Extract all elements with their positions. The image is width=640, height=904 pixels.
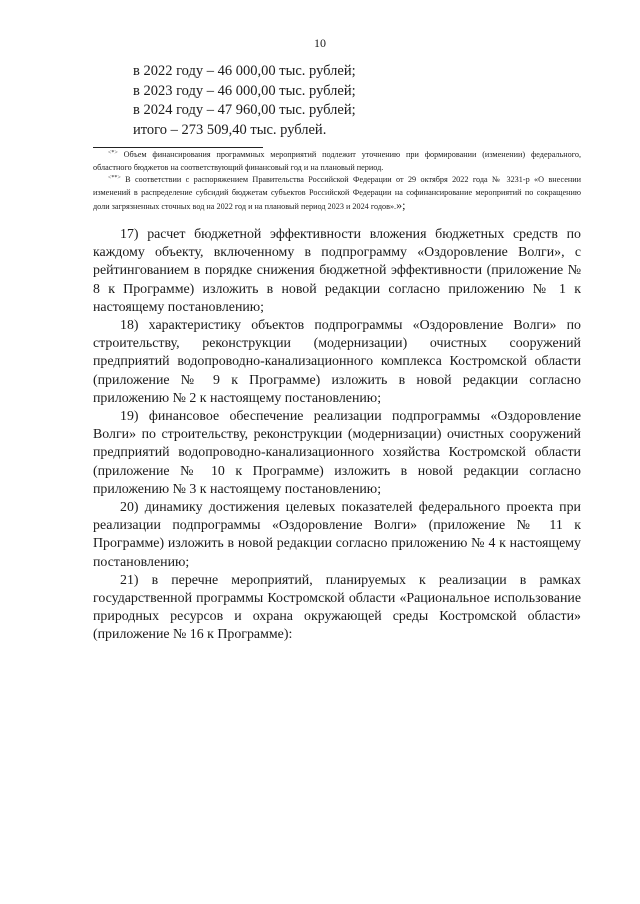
footnote-1-text: Объем финансирования программных мероприятий подлежит уточнению при формировании (изменении) федерального, областного бюджетов на соответствующий финансовый год и на плановый период. [93,150,581,172]
footnote-2 [93,174,581,214]
item-21-paragraph: 21) в перечне мероприятий, планируемых к реализации в рамках государственной программы Костромской области «Рациональное использование природных ресурсов и охрана окружающей среды Костромской области» (приложение № 16 к Программе): [93,572,581,643]
footnote-2-text: В соответствии с распоряжением Правительства Российской Федерации от 29 октября 2022 года № 3231-р «О внесении изменений в распределение субсидий бюджетам субъектов Российской Федерации на софинансирование мероприятий по сокращению доли загрязненных сточных вод на 2022 год и на плановый период 2023 и 2024 годов». [93,175,582,211]
item-17-paragraph: 17) расчет бюджетной эффективности вложения бюджетных средств по каждому объекту, включенному в подпрограмму «Оздоровление Волги», с рейтингованием в порядке снижения бюджетной эффективности (приложение № 8 к Программе) изложить в новой редакции согласно приложению № 1 к настоящему постановлению; [93,227,581,315]
funding-summary [133,62,356,140]
funding-line-2022: в 2022 году – 46 000,00 тыс. рублей; [133,63,356,79]
funding-line-total: итого – 273 509,40 тыс. рублей. [133,121,327,138]
main-text [93,226,581,645]
footnote-2-closing-quote: »; [396,198,406,212]
footnote-1-mark: <*> [108,150,118,156]
funding-line-2024: в 2024 году – 47 960,00 тыс. рублей; [133,102,356,118]
item-19-paragraph: 19) финансовое обеспечение реализации подпрограммы «Оздоровление Волги» по строительству, реконструкции (модернизации) очистных сооружений предприятий водопроводно-канализационного хозяйства Костромской области (приложение № 10 к Программе) изложить в новой редакции согласно приложению № 3 к настоящему постановлению; [93,409,581,497]
funding-line-2023: в 2023 году – 46 000,00 тыс. рублей; [133,82,356,99]
item-18-paragraph: 18) характеристику объектов подпрограммы «Оздоровление Волги» по строительству, реконструкции (модернизации) очистных сооружений предприятий водопроводно-канализационного комплекса Костромской области (приложение № 9 к Программе) изложить в новой редакции согласно приложению № 2 к настоящему постановлению; [93,318,581,406]
footnotes [93,149,581,214]
item-20-paragraph: 20) динамику достижения целевых показателей федерального проекта при реализации подпрограммы «Оздоровление Волги» (приложение № 11 к Программе) изложить в новой редакции согласно приложению № 4 к настоящему постановлению; [93,500,581,570]
footnote-2-mark: <**> [108,175,121,181]
page-number: 10 [314,36,326,50]
footnote-separator [93,147,263,148]
footnote-1 [93,149,581,174]
